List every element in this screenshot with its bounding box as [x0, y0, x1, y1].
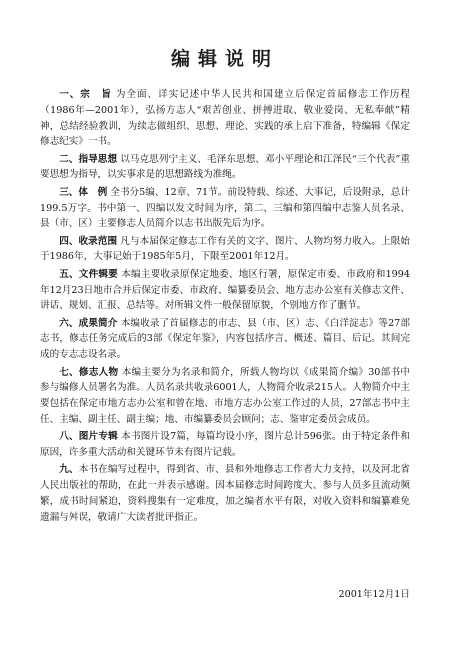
section-guiding-thought: [40, 152, 410, 184]
signoff-date: 2001年12月1日: [338, 589, 410, 600]
section-people: [40, 365, 410, 428]
section-scope: [40, 234, 410, 266]
section-body: 本书在编写过程中，得到省、市、县和外地修志工作者大力支持，以及河北省人民出版社的帮助，在此一并表示感谢。因本届修志时间跨度大、参与人员多且流动频繁，成书时间紧迫，资料搜集有一定难度，加之编者水平有限，对收入资料和编纂难免遗漏与舛误，敬请广大读者批评指正。: [40, 464, 411, 523]
section-acknowledgements: [40, 462, 410, 525]
section-heading: 二、指导思想: [59, 153, 118, 165]
section-heading: 四、收录范围: [59, 235, 118, 247]
section-heading: 一、宗 旨: [59, 89, 112, 100]
section-heading: 七、修志人物: [59, 366, 119, 378]
section-body: 凡与本届保定修志工作有关的文字、图片、人物均努力收入。上限始于1986年，大事记始于1985年5月，下限至2001年12月。: [40, 235, 411, 263]
section-body: 为全面、详实记述中华人民共和国建立后保定首届修志工作历程（1986年—2001年），弘扬方志人“艰苦创业、拼搏进取、敬业爱岗、无私奉献”精神，总结经验教训，为续志做组织、思想、理论、实践的承上启下准备，特编辑《保定修志纪实》一书。: [40, 89, 411, 148]
section-achievements: [40, 316, 410, 363]
section-body: 本编主要收录原保定地委、地区行署，原保定市委、市政府和1994年12月23日地市合并后保定市委、市政府、编纂委员会、地方志办公室有关修志文件、讲话、规划、汇报、总结等。对所辑文件一般保留原貌，个别地方作了删节。: [40, 268, 410, 312]
sections: [40, 87, 410, 526]
section-documents: [40, 267, 410, 314]
section-heading: 五、文件辑要: [59, 268, 118, 280]
section-purpose: [40, 87, 410, 150]
section-heading: 八、图片专辑: [59, 431, 118, 443]
section-body: 以马克思列宁主义、毛泽东思想、邓小平理论和江泽民“三个代表”重要思想为指导，以实事求是的思想路线为准绳。: [40, 153, 410, 181]
page-title: 编辑说明: [170, 48, 279, 70]
section-body: 本书图片设7篇，每篇均设小序，图片总计596张。由于特定条件和原因，许多重大活动和关键环节未有图片记载。: [40, 431, 410, 459]
section-body: 全书分5编、12章、71节。前设特载、综述、大事记，后设附录，总计199.5万字。书中第一、四编以发文时间为序，第二、三编和第四编中志鉴人员名录、县（市、区）主要修志人员简介以志书出版先后为序。: [40, 186, 410, 230]
section-body: 本编主要分为名录和简介，所载人物均以《成果简介编》30部书中参与编修人员署名为准。人员名录共收录6001人，人物简介收录215人。人物简介中主要包括在保定市地方志办公室和曾在地、市地方志办公室工作过的人员，27部志书中主任、主编、副主任、副主编；地、市编纂委员会顾问；志、鉴审定委员会成员。: [40, 366, 410, 425]
section-heading: 三、体 例: [59, 186, 108, 198]
section-format: [40, 185, 410, 232]
section-body: 本编收录了首届修志的市志、县（市、区）志、《白洋淀志》等27部志书，修志任务完成后的3部《保定年鉴》，内容包括序言、概述、篇目、后记。其间完成的专志志设名录。: [40, 317, 410, 361]
section-heading: 九、: [59, 464, 79, 476]
section-photos: [40, 429, 410, 461]
section-heading: 六、成果简介: [59, 317, 118, 329]
